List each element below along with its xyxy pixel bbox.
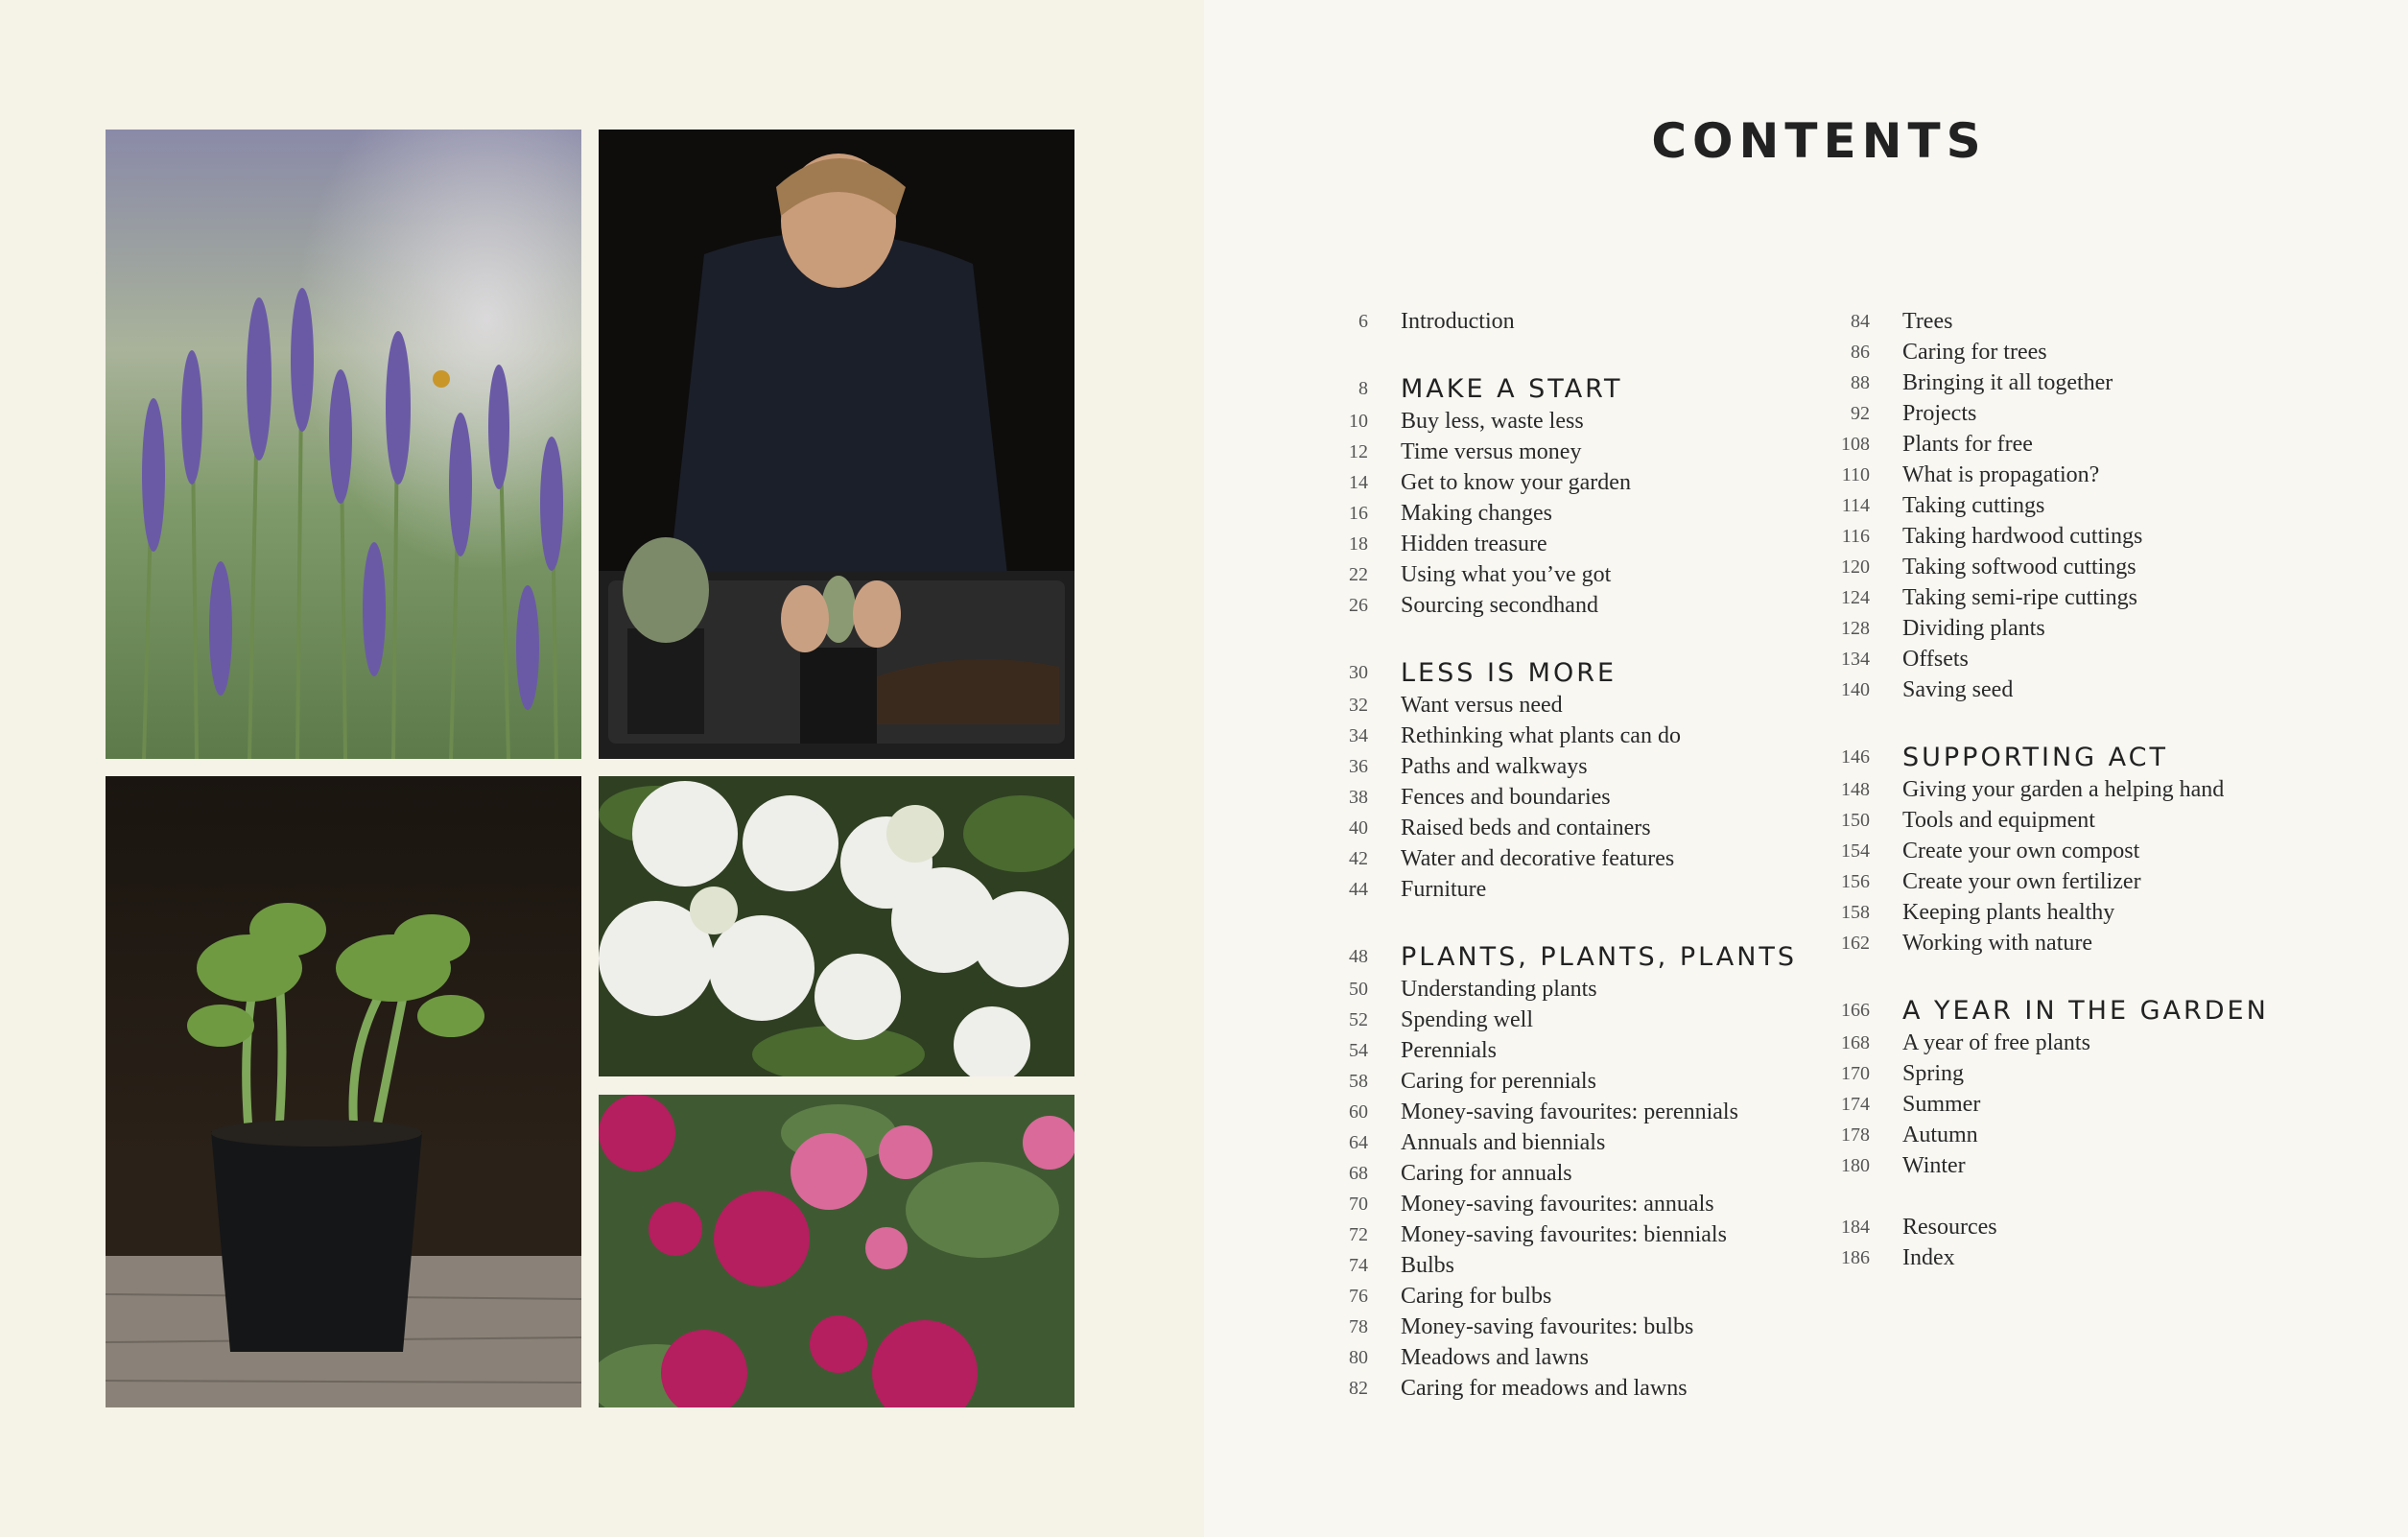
toc-page-number: 92 — [1851, 402, 1870, 424]
toc-page-number: 150 — [1841, 809, 1870, 831]
toc-entry[interactable] — [1324, 1219, 1823, 1250]
toc-section-heading[interactable] — [1324, 371, 1823, 406]
toc-entry[interactable] — [1324, 751, 1823, 782]
toc-entry[interactable] — [1826, 337, 2325, 367]
toc-page-number: 44 — [1349, 878, 1368, 900]
toc-entry-title: Rethinking what plants can do — [1401, 722, 1681, 748]
toc-page-number: 32 — [1349, 694, 1368, 716]
toc-page-number: 86 — [1851, 341, 1870, 363]
toc-entry[interactable] — [1826, 460, 2325, 490]
toc-spacer — [1324, 337, 1823, 371]
toc-page-number: 48 — [1349, 945, 1368, 967]
toc-entry[interactable] — [1324, 1312, 1823, 1342]
toc-entry[interactable] — [1324, 813, 1823, 843]
toc-page-number: 78 — [1349, 1315, 1368, 1337]
toc-entry[interactable] — [1826, 928, 2325, 958]
toc-page-number: 22 — [1349, 563, 1368, 585]
toc-entry-title: Index — [1902, 1244, 1955, 1270]
toc-entry[interactable] — [1324, 590, 1823, 621]
toc-page-number: 38 — [1349, 786, 1368, 808]
toc-column-right — [1826, 306, 2325, 1273]
toc-page-number: 26 — [1349, 594, 1368, 616]
toc-entry-title: Perennials — [1401, 1037, 1497, 1063]
toc-entry-title: Want versus need — [1401, 692, 1563, 718]
toc-entry[interactable] — [1826, 429, 2325, 460]
toc-section-heading[interactable] — [1324, 655, 1823, 690]
toc-entry-title: A YEAR IN THE GARDEN — [1902, 995, 2269, 1026]
toc-entry[interactable] — [1324, 782, 1823, 813]
toc-entry-title: PLANTS, PLANTS, PLANTS — [1401, 941, 1798, 972]
toc-page-number: 82 — [1349, 1377, 1368, 1399]
toc-page-number: 110 — [1841, 463, 1870, 485]
potted-plant-photo — [106, 776, 581, 1407]
toc-page-number: 54 — [1349, 1039, 1368, 1061]
toc-entry[interactable] — [1324, 467, 1823, 498]
toc-entry[interactable] — [1324, 559, 1823, 590]
toc-page-number: 88 — [1851, 371, 1870, 393]
toc-entry[interactable] — [1826, 674, 2325, 705]
toc-entry-title: Autumn — [1902, 1122, 1978, 1147]
toc-entry-title: Resources — [1902, 1214, 1997, 1240]
toc-page-number: 6 — [1358, 310, 1368, 332]
toc-entry-title: Money-saving favourites: perennials — [1401, 1099, 1738, 1124]
toc-entry[interactable] — [1324, 1097, 1823, 1127]
toc-entry[interactable] — [1324, 1035, 1823, 1066]
toc-entry-title: Meadows and lawns — [1401, 1344, 1589, 1370]
toc-entry-title: Caring for annuals — [1401, 1160, 1572, 1186]
toc-entry-title: Tools and equipment — [1902, 807, 2095, 833]
toc-page-number: 68 — [1349, 1162, 1368, 1184]
toc-entry-title: Get to know your garden — [1401, 469, 1631, 495]
toc-entry-title: Paths and walkways — [1401, 753, 1588, 779]
toc-spacer — [1826, 958, 2325, 993]
toc-entry[interactable] — [1826, 805, 2325, 836]
toc-page-number: 14 — [1349, 471, 1368, 493]
toc-entry[interactable] — [1324, 1158, 1823, 1189]
toc-entry-title: Money-saving favourites: bulbs — [1401, 1313, 1694, 1339]
toc-entry-title: Understanding plants — [1401, 976, 1597, 1002]
toc-entry-title: Plants for free — [1902, 431, 2033, 457]
toc-entry[interactable] — [1826, 521, 2325, 552]
toc-entry[interactable] — [1826, 398, 2325, 429]
toc-entry-title: Keeping plants healthy — [1902, 899, 2115, 925]
toc-page-number: 40 — [1349, 816, 1368, 839]
toc-page-number: 80 — [1349, 1346, 1368, 1368]
toc-spacer — [1826, 705, 2325, 740]
gardener-planting-photo — [599, 130, 1074, 759]
toc-entry-title: Bringing it all together — [1902, 369, 2113, 395]
toc-entry[interactable] — [1826, 1242, 2325, 1273]
toc-entry-title: Create your own fertilizer — [1902, 868, 2141, 894]
toc-entry[interactable] — [1324, 1066, 1823, 1097]
toc-entry-title: Water and decorative features — [1401, 845, 1675, 871]
toc-entry[interactable] — [1826, 774, 2325, 805]
toc-entry-title: Using what you’ve got — [1401, 561, 1612, 587]
toc-entry-title: Money-saving favourites: biennials — [1401, 1221, 1727, 1247]
toc-page-number: 10 — [1349, 410, 1368, 432]
toc-entry[interactable] — [1826, 613, 2325, 644]
toc-page-number: 12 — [1349, 440, 1368, 462]
toc-entry[interactable] — [1324, 874, 1823, 905]
toc-entry[interactable] — [1826, 490, 2325, 521]
toc-entry[interactable] — [1826, 306, 2325, 337]
toc-page-number: 116 — [1841, 525, 1870, 547]
toc-entry-title: Create your own compost — [1902, 838, 2140, 863]
toc-entry-title: Spending well — [1401, 1006, 1533, 1032]
toc-entry[interactable] — [1826, 1150, 2325, 1181]
toc-spacer — [1324, 905, 1823, 939]
toc-entry-title: Summer — [1902, 1091, 1981, 1117]
pink-dahlia-photo — [599, 1095, 1074, 1407]
toc-page-number: 50 — [1349, 978, 1368, 1000]
toc-page-number: 128 — [1841, 617, 1870, 639]
toc-page-number: 148 — [1841, 778, 1870, 800]
toc-page-number: 114 — [1841, 494, 1870, 516]
white-hydrangea-photo — [599, 776, 1074, 1076]
toc-page-number: 16 — [1349, 502, 1368, 524]
toc-entry-title: Caring for bulbs — [1401, 1283, 1552, 1309]
toc-page-number: 108 — [1841, 433, 1870, 455]
toc-entry[interactable] — [1324, 498, 1823, 529]
toc-entry[interactable] — [1826, 644, 2325, 674]
page-title: CONTENTS — [1651, 113, 1987, 169]
toc-entry-title: Hidden treasure — [1401, 531, 1547, 556]
toc-page-number: 76 — [1349, 1285, 1368, 1307]
toc-entry[interactable] — [1324, 1189, 1823, 1219]
toc-spacer — [1324, 621, 1823, 655]
toc-entry[interactable] — [1324, 529, 1823, 559]
toc-entry-title: Buy less, waste less — [1401, 408, 1584, 434]
toc-page-number: 58 — [1349, 1070, 1368, 1092]
toc-page-number: 134 — [1841, 648, 1870, 670]
toc-entry-title: Projects — [1902, 400, 1977, 426]
toc-page-number: 168 — [1841, 1031, 1870, 1053]
toc-page-number: 186 — [1841, 1246, 1870, 1268]
toc-entry-title: Raised beds and containers — [1401, 815, 1651, 840]
toc-spacer — [1826, 1181, 2325, 1212]
toc-entry-title: Taking cuttings — [1902, 492, 2045, 518]
toc-entry-title: Introduction — [1401, 308, 1515, 334]
toc-entry-title: Furniture — [1401, 876, 1487, 902]
toc-entry[interactable] — [1324, 1250, 1823, 1281]
toc-entry-title: Dividing plants — [1902, 615, 2045, 641]
toc-entry-title: Taking softwood cuttings — [1902, 554, 2137, 579]
toc-entry-title: Working with nature — [1902, 930, 2093, 956]
toc-column-left — [1324, 306, 1823, 1404]
toc-entry-title: Taking semi-ripe cuttings — [1902, 584, 2137, 610]
toc-entry[interactable] — [1324, 690, 1823, 721]
toc-page-number: 124 — [1841, 586, 1870, 608]
toc-page-number: 84 — [1851, 310, 1870, 332]
toc-section-heading[interactable] — [1324, 939, 1823, 974]
toc-entry-title: Bulbs — [1401, 1252, 1455, 1278]
toc-entry[interactable] — [1826, 1089, 2325, 1120]
toc-page-number: 8 — [1358, 377, 1368, 399]
toc-page-number: 72 — [1349, 1223, 1368, 1245]
toc-entry[interactable] — [1826, 552, 2325, 582]
toc-page-number: 166 — [1841, 999, 1870, 1021]
toc-page-number: 174 — [1841, 1093, 1870, 1115]
lavender-photo — [106, 130, 581, 759]
toc-entry-title: Caring for trees — [1902, 339, 2047, 365]
toc-entry-title: Taking hardwood cuttings — [1902, 523, 2143, 549]
toc-page-number: 34 — [1349, 724, 1368, 746]
toc-entry-title: Sourcing secondhand — [1401, 592, 1598, 618]
toc-page-number: 60 — [1349, 1100, 1368, 1123]
toc-entry[interactable] — [1826, 897, 2325, 928]
toc-entry[interactable] — [1324, 306, 1823, 337]
toc-page-number: 18 — [1349, 532, 1368, 555]
toc-entry-title: Fences and boundaries — [1401, 784, 1611, 810]
toc-page-number: 156 — [1841, 870, 1870, 892]
toc-page-number: 146 — [1841, 745, 1870, 768]
toc-page-number: 154 — [1841, 839, 1870, 862]
toc-entry-title: Winter — [1902, 1152, 1966, 1178]
toc-entry-title: Annuals and biennials — [1401, 1129, 1606, 1155]
toc-entry[interactable] — [1324, 721, 1823, 751]
toc-entry[interactable] — [1324, 1005, 1823, 1035]
toc-entry[interactable] — [1826, 582, 2325, 613]
toc-entry[interactable] — [1324, 1342, 1823, 1373]
toc-entry[interactable] — [1324, 1373, 1823, 1404]
toc-page-number: 42 — [1349, 847, 1368, 869]
toc-entry-title: Caring for perennials — [1401, 1068, 1596, 1094]
toc-entry[interactable] — [1324, 406, 1823, 437]
toc-entry-title: Caring for meadows and lawns — [1401, 1375, 1688, 1401]
toc-entry-title: A year of free plants — [1902, 1029, 2090, 1055]
toc-entry-title: Saving seed — [1902, 676, 2014, 702]
toc-entry[interactable] — [1826, 367, 2325, 398]
toc-entry[interactable] — [1324, 1127, 1823, 1158]
toc-entry[interactable] — [1324, 437, 1823, 467]
toc-section-heading[interactable] — [1826, 740, 2325, 774]
toc-entry[interactable] — [1826, 1058, 2325, 1089]
toc-page-number: 52 — [1349, 1008, 1368, 1030]
toc-page-number: 120 — [1841, 556, 1870, 578]
toc-page-number: 158 — [1841, 901, 1870, 923]
toc-page-number: 184 — [1841, 1216, 1870, 1238]
toc-entry-title: LESS IS MORE — [1401, 657, 1617, 688]
toc-page-number: 64 — [1349, 1131, 1368, 1153]
toc-entry[interactable] — [1826, 1212, 2325, 1242]
toc-entry-title: MAKE A START — [1401, 373, 1623, 404]
toc-page-number: 140 — [1841, 678, 1870, 700]
toc-entry-title: Spring — [1902, 1060, 1965, 1086]
toc-entry-title: Making changes — [1401, 500, 1552, 526]
toc-page-number: 162 — [1841, 932, 1870, 954]
toc-page-number: 74 — [1349, 1254, 1368, 1276]
toc-entry[interactable] — [1826, 836, 2325, 866]
toc-entry-title: Giving your garden a helping hand — [1902, 776, 2225, 802]
toc-entry[interactable] — [1324, 1281, 1823, 1312]
toc-entry[interactable] — [1324, 974, 1823, 1005]
toc-entry[interactable] — [1826, 1120, 2325, 1150]
toc-entry-title: Time versus money — [1401, 438, 1582, 464]
toc-page-number: 180 — [1841, 1154, 1870, 1176]
toc-entry-title: Money-saving favourites: annuals — [1401, 1191, 1714, 1217]
toc-page-number: 178 — [1841, 1123, 1870, 1146]
toc-entry-title: Trees — [1902, 308, 1953, 334]
toc-entry[interactable] — [1826, 866, 2325, 897]
toc-section-heading[interactable] — [1826, 993, 2325, 1028]
toc-page-number: 36 — [1349, 755, 1368, 777]
toc-entry-title: Offsets — [1902, 646, 1969, 672]
toc-page-number: 30 — [1349, 661, 1368, 683]
toc-page-number: 170 — [1841, 1062, 1870, 1084]
toc-entry[interactable] — [1324, 843, 1823, 874]
toc-page-number: 70 — [1349, 1193, 1368, 1215]
toc-entry-title: SUPPORTING ACT — [1902, 742, 2169, 772]
toc-entry[interactable] — [1826, 1028, 2325, 1058]
toc-entry-title: What is propagation? — [1902, 461, 2100, 487]
